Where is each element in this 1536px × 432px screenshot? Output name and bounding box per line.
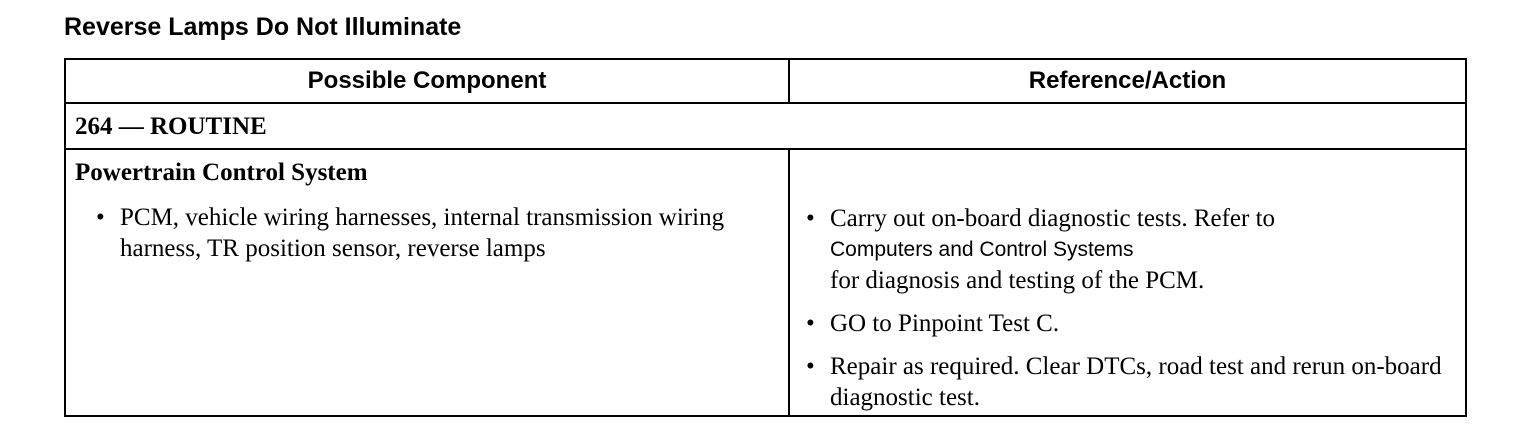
reference-link-computers-and-control-systems[interactable]: Computers and Control Systems (830, 238, 1134, 261)
component-cell (65, 149, 789, 416)
diagnosis-table (64, 58, 1467, 417)
bullet-icon: • (806, 353, 815, 380)
routine-label: 264 — ROUTINE (65, 103, 1466, 149)
action-text-continued: for diagnosis and testing of the PCM. (830, 267, 1205, 294)
page-title: Reverse Lamps Do Not Illuminate (64, 13, 462, 41)
column-header-possible-component: Possible Component (65, 59, 789, 103)
bullet-icon: • (806, 310, 815, 337)
column-header-reference-action: Reference/Action (789, 59, 1466, 103)
list-item (96, 202, 768, 264)
system-name: Powertrain Control System (75, 159, 368, 186)
table-row (65, 149, 1466, 416)
component-text: PCM, vehicle wiring harnesses, internal transmission wiring harness, TR position sensor, reverse lamps (120, 204, 725, 262)
action-cell (789, 149, 1466, 416)
list-item (806, 351, 1445, 413)
routine-row (65, 103, 1466, 149)
action-list (790, 203, 1465, 415)
action-text: Repair as required. Clear DTCs, road test and rerun on-board diagnostic test. (830, 353, 1442, 411)
bullet-icon: • (96, 204, 105, 231)
bullet-icon: • (806, 205, 815, 232)
list-item (806, 203, 1445, 296)
list-item (806, 308, 1445, 339)
table-header-row (65, 59, 1466, 103)
action-text: Carry out on-board diagnostic tests. Refer to (830, 205, 1276, 232)
action-text: GO to Pinpoint Test C. (830, 310, 1060, 337)
component-list (66, 202, 788, 264)
